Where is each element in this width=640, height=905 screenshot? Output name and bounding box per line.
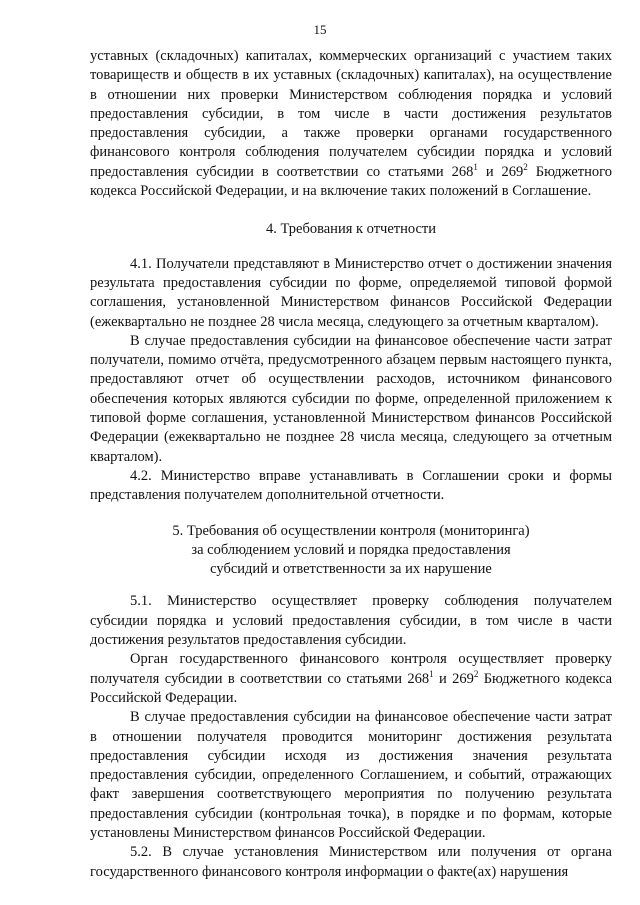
intro-superscript-2: 2	[523, 161, 528, 172]
control-text-mid: и 269	[433, 670, 474, 687]
section-5-heading	[90, 522, 612, 580]
paragraph-5-1-control	[90, 650, 612, 708]
paragraph-5-2: 5.2. В случае установления Министерством или получения от органа государственного финансового контроля информации о факте(ах) нарушения	[90, 844, 612, 880]
page-number: 15	[313, 22, 327, 37]
paragraph-4-1-expenses: В случае предоставления субсидии на финансовое обеспечение части затрат получатели, помимо отчёта, предусмотренного абзацем первым настоящего пункта, предоставляют отчет об осуществлении расходов, источником финансового обеспечения которых являются субсидии по форме, определенной приложением к типовой форме соглашения, установленной Министерством финансов Российской Федерации (ежеквартально не позднее 28 числа месяца, следующего за отчетным кварталом).	[90, 332, 612, 465]
control-superscript-1: 1	[429, 668, 434, 679]
control-text: Орган государственного финансового контроля осуществляет проверку получателя субсидии в соответствии со статьями 268	[90, 651, 612, 687]
intro-text-mid: и 269	[477, 163, 524, 180]
paragraph-5-1: 5.1. Министерство осуществляет проверку соблюдения получателем субсидии порядка и условий предоставления субсидии, в том числе в части достижения результатов предоставления субсидии.	[90, 593, 612, 649]
section-5-heading-line-2: за соблюдением условий и порядка предоставления	[191, 541, 511, 558]
control-superscript-2: 2	[473, 668, 479, 679]
paragraph-5-1-monitoring: В случае предоставления субсидии на финансовое обеспечение части затрат в отношении получателя проводится мониторинг достижения результата предоставления субсидии исходя из достижения значения результата предоставления субсидии, определенного Соглашением, и событий, отражающих факт завершения соответствующего мероприятия по получению результата предоставления субсидии (контрольная точка), в порядке и по формам, которые установлены Министерством финансов Российской Федерации.	[90, 709, 612, 841]
intro-text: уставных (складочных) капиталах, коммерческих организаций с участием таких товариществ и обществ в их уставных (складочных) капиталах), на осуществление в отношении них проверки Министерством соблюдения порядка и условий предоставления субсидии, в том числе в части достижения результатов предоставления субсидии, а также проверки органами государственного финансового контроля соблюдения получателем субсидии порядка и условий предоставления субсидии в соответствии со статьями 268	[90, 48, 612, 180]
control-text-end: Бюджетного кодекса Российской Федерации.	[90, 670, 613, 706]
section-5-heading-line-1: 5. Требования об осуществлении контроля (мониторинга)	[172, 522, 530, 539]
paragraph-4-2: 4.2. Министерство вправе устанавливать в Соглашении сроки и формы представления получателем дополнительной отчетности.	[90, 467, 612, 504]
document-body	[90, 47, 612, 882]
section-5-heading-line-3: субсидий и ответственности за их нарушение	[210, 561, 492, 578]
intro-superscript-1: 1	[473, 161, 478, 172]
intro-paragraph	[90, 47, 612, 201]
intro-text-end: Бюджетного кодекса Российской Федерации, и на включение таких положений в Соглашение.	[90, 163, 612, 200]
paragraph-4-1: 4.1. Получатели представляют в Министерство отчет о достижении значения результата предоставления субсидии по форме, определяемой типовой формой соглашения, установленной Министерством финансов Российской Федерации (ежеквартально не позднее 28 числа месяца, следующего за отчетным кварталом).	[90, 255, 612, 330]
section-4-heading: 4. Требования к отчетности	[265, 221, 437, 238]
